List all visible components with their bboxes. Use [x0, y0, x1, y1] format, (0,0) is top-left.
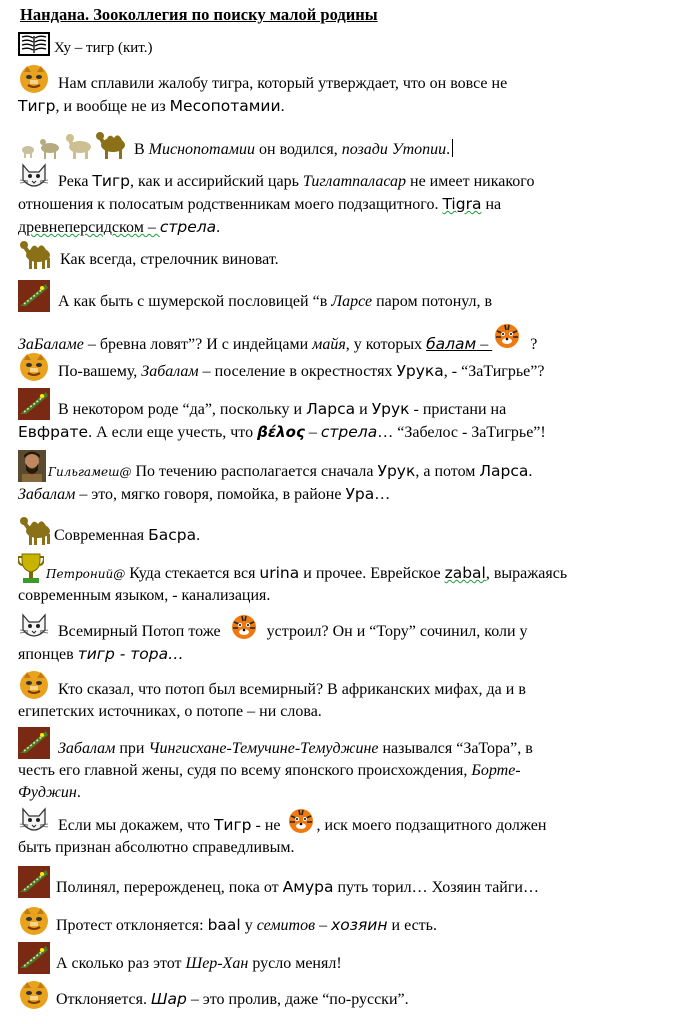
- text: японцев: [18, 646, 78, 663]
- paragraph-5: [18, 238, 664, 271]
- text: у: [240, 917, 257, 934]
- text: позади: [341, 141, 388, 158]
- name-borte: Борте-: [471, 762, 521, 779]
- name-chingiskhan: Чингисхане-Темучине-Темуджине: [148, 740, 379, 757]
- place-zabalam: Забалам: [18, 486, 76, 503]
- signature-gilgamesh: Гильгамеш@: [48, 465, 132, 479]
- text: Если мы докажем, что: [54, 817, 214, 834]
- cat-icon: [18, 162, 50, 192]
- text: современным языком, - канализация.: [18, 587, 271, 604]
- signature-petronius: Петроний@: [46, 567, 126, 581]
- place-uruk: Урук: [371, 400, 410, 418]
- paragraph-9: [18, 450, 664, 506]
- text: А сколько раз этот: [52, 955, 186, 972]
- text: на: [481, 196, 502, 213]
- term-baal: baal: [207, 916, 241, 934]
- place-ur: Ура: [345, 485, 375, 503]
- text: .: [280, 98, 285, 115]
- text: –: [476, 336, 493, 353]
- term-tigr: Тигр: [18, 97, 56, 115]
- text: Полинял, перерожденец, пока от: [52, 879, 283, 896]
- text: , - “ЗаТигрье”?: [443, 363, 545, 380]
- place-larsa: Ларса: [306, 400, 356, 418]
- name-fudzhin: Фуджин: [18, 784, 77, 801]
- paragraph-13: [18, 670, 664, 723]
- text: .: [196, 527, 201, 544]
- paragraph-18: [18, 942, 664, 975]
- text: Протест отклоняется:: [52, 917, 208, 934]
- term-khozyain: хозяин: [331, 916, 388, 934]
- text: По-вашему,: [54, 363, 142, 380]
- text: , как и ассирийский царь: [129, 173, 303, 190]
- text: Отклоняется.: [52, 991, 151, 1008]
- term-mesopotamia: Месопотамии: [169, 97, 281, 115]
- text: Кто сказал, что потоп был всемирный? В африканских мифах, да и в: [54, 681, 526, 698]
- lion-icon: [18, 352, 50, 382]
- text: не имеет никакого: [406, 173, 535, 190]
- text: А как быть с шумерской пословицей “в: [54, 293, 332, 310]
- lion-icon: [18, 980, 50, 1010]
- text: .: [216, 219, 221, 236]
- book-icon: [18, 30, 50, 58]
- name-sher-khan: Шер-Хан: [185, 955, 249, 972]
- text: быть признан абсолютно справедливым.: [18, 839, 295, 856]
- lion-icon: [18, 670, 50, 700]
- text: Река: [54, 173, 93, 190]
- text: древнеперсидском –: [18, 219, 160, 236]
- text: , а потом: [415, 463, 480, 480]
- text: –: [304, 424, 321, 441]
- text: отношения к полосатым родственникам моего подзащитного.: [18, 196, 443, 213]
- tiger-icon: [286, 806, 316, 836]
- text: ?: [526, 336, 538, 353]
- text: , иск моего подзащитного должен: [316, 817, 547, 834]
- text: при: [115, 740, 149, 757]
- text: . А если еще учесть, что: [88, 424, 258, 441]
- greek-belos: βέλος: [257, 423, 305, 441]
- place-zabalam: Забалам: [141, 363, 199, 380]
- tiger-icon: [229, 612, 259, 642]
- cat-icon: [18, 612, 50, 642]
- term-balam: балам: [426, 335, 477, 353]
- text: он водился,: [255, 141, 342, 158]
- paragraph-4: [18, 162, 664, 239]
- lion-icon: [18, 906, 50, 936]
- text: Куда стекается вся: [125, 565, 260, 582]
- croc-icon: [18, 866, 50, 898]
- text: - пристани на: [409, 401, 507, 418]
- text: В: [134, 141, 149, 158]
- paragraph-19: [18, 980, 664, 1011]
- text: назывался “ЗаТора”, в: [378, 740, 533, 757]
- name-tiglatpalasar: Тиглатпаласар: [302, 173, 407, 190]
- croc-icon: [18, 942, 50, 974]
- place-euphrates: Евфрате: [18, 423, 89, 441]
- place-uruk: Урука: [396, 362, 444, 380]
- text: честь его главной жены, судя по всему японского происхождения,: [18, 762, 472, 779]
- text: египетских источниках, о потопе – ни слова.: [18, 703, 322, 720]
- text: –: [315, 917, 332, 934]
- term-semity: семитов: [256, 917, 316, 934]
- text: .: [76, 784, 81, 801]
- term-strela: стрела: [159, 218, 217, 236]
- text: Современная: [54, 527, 149, 544]
- place-utopia: Утопии: [391, 141, 447, 158]
- term-strela: стрела: [320, 423, 378, 441]
- paragraph-16: [18, 866, 664, 899]
- text: русло менял!: [248, 955, 342, 972]
- place-zabalam: Забалам: [58, 740, 116, 757]
- place-zabalam: ЗаБаламе: [18, 336, 84, 353]
- paragraph-8: [18, 388, 664, 444]
- paragraph-15: [18, 806, 664, 859]
- page-title: Нандана. Зооколлегия по поиску малой родины: [20, 5, 378, 24]
- lion-icon: [18, 64, 50, 94]
- paragraph-6: [18, 280, 664, 356]
- paragraph-7: [18, 352, 664, 383]
- trophy-icon: [18, 552, 44, 584]
- text: …: [374, 486, 391, 503]
- cat-icon: [18, 806, 50, 836]
- text: В некотором роде “да”, поскольку и: [54, 401, 307, 418]
- term-urina: urina: [259, 564, 300, 582]
- paragraph-11: [18, 552, 664, 607]
- text: , и вообще не из: [55, 98, 170, 115]
- camel-icon: [18, 514, 52, 546]
- text: Нам сплавили жалобу тигра, который утверждает, что он вовсе не: [54, 75, 508, 92]
- place-uruk: Урук: [377, 462, 416, 480]
- place-basra: Басра: [148, 526, 197, 544]
- term-zabal: zabal: [444, 564, 486, 582]
- text-cursor: [452, 139, 453, 157]
- camel-icon: [18, 238, 52, 270]
- text: путь торил… Хозяин тайги…: [333, 879, 539, 896]
- text: – это пролив, даже “по-русски”.: [186, 991, 409, 1008]
- paragraph-14: [18, 727, 664, 804]
- text: , выражаясь: [485, 565, 568, 582]
- text: - не: [251, 817, 285, 834]
- text: По течению располагается сначала: [131, 463, 378, 480]
- text: Ху – тигр (кит.): [54, 40, 153, 56]
- text: – это, мягко говоря, помойка, в районе: [75, 486, 346, 503]
- text: .: [528, 463, 533, 480]
- place-larsa: Ларса: [479, 462, 529, 480]
- paragraph-3: [18, 130, 664, 161]
- croc-icon: [18, 727, 50, 759]
- croc-icon: [18, 388, 50, 420]
- text: – поселение в окрестностях: [198, 363, 397, 380]
- text: – бревна ловят”? И с индейцами: [83, 336, 313, 353]
- term-tigr-tora: тигр - тора…: [77, 645, 184, 663]
- text: и есть.: [387, 917, 437, 934]
- paragraph-12: [18, 612, 664, 666]
- name-maya: майя: [312, 336, 346, 353]
- place-amur: Амура: [282, 878, 334, 896]
- paragraph-2: [18, 64, 664, 118]
- term-tigr: Тигр: [213, 816, 252, 834]
- text: .: [446, 141, 451, 158]
- camel-caravan-icon: [18, 130, 130, 160]
- text: , у которых: [345, 336, 427, 353]
- place-misnopotamia: Миснопотамии: [148, 141, 255, 158]
- croc-icon: [18, 280, 50, 312]
- text: устроил? Он и “Тору” сочинил, коли у: [262, 623, 528, 640]
- text: и прочее. Еврейское: [299, 565, 445, 582]
- text: … “Забелос - ЗаТигрье”!: [377, 424, 546, 441]
- term-tigra: Tigra: [442, 195, 482, 213]
- text: Как всегда, стрелочник виноват.: [56, 251, 279, 268]
- place-larsa: Ларсе: [331, 293, 373, 310]
- text: паром потонул, в: [372, 293, 493, 310]
- text: и: [355, 401, 372, 418]
- text: Всемирный Потоп тоже: [54, 623, 225, 640]
- paragraph-10: [18, 514, 664, 547]
- term-tigr: Тигр: [92, 172, 130, 190]
- paragraph-1: [18, 30, 664, 59]
- paragraph-17: [18, 906, 664, 937]
- term-shar: Шар: [150, 990, 187, 1008]
- warrior-icon: [18, 450, 46, 482]
- tiger-icon: [492, 321, 522, 351]
